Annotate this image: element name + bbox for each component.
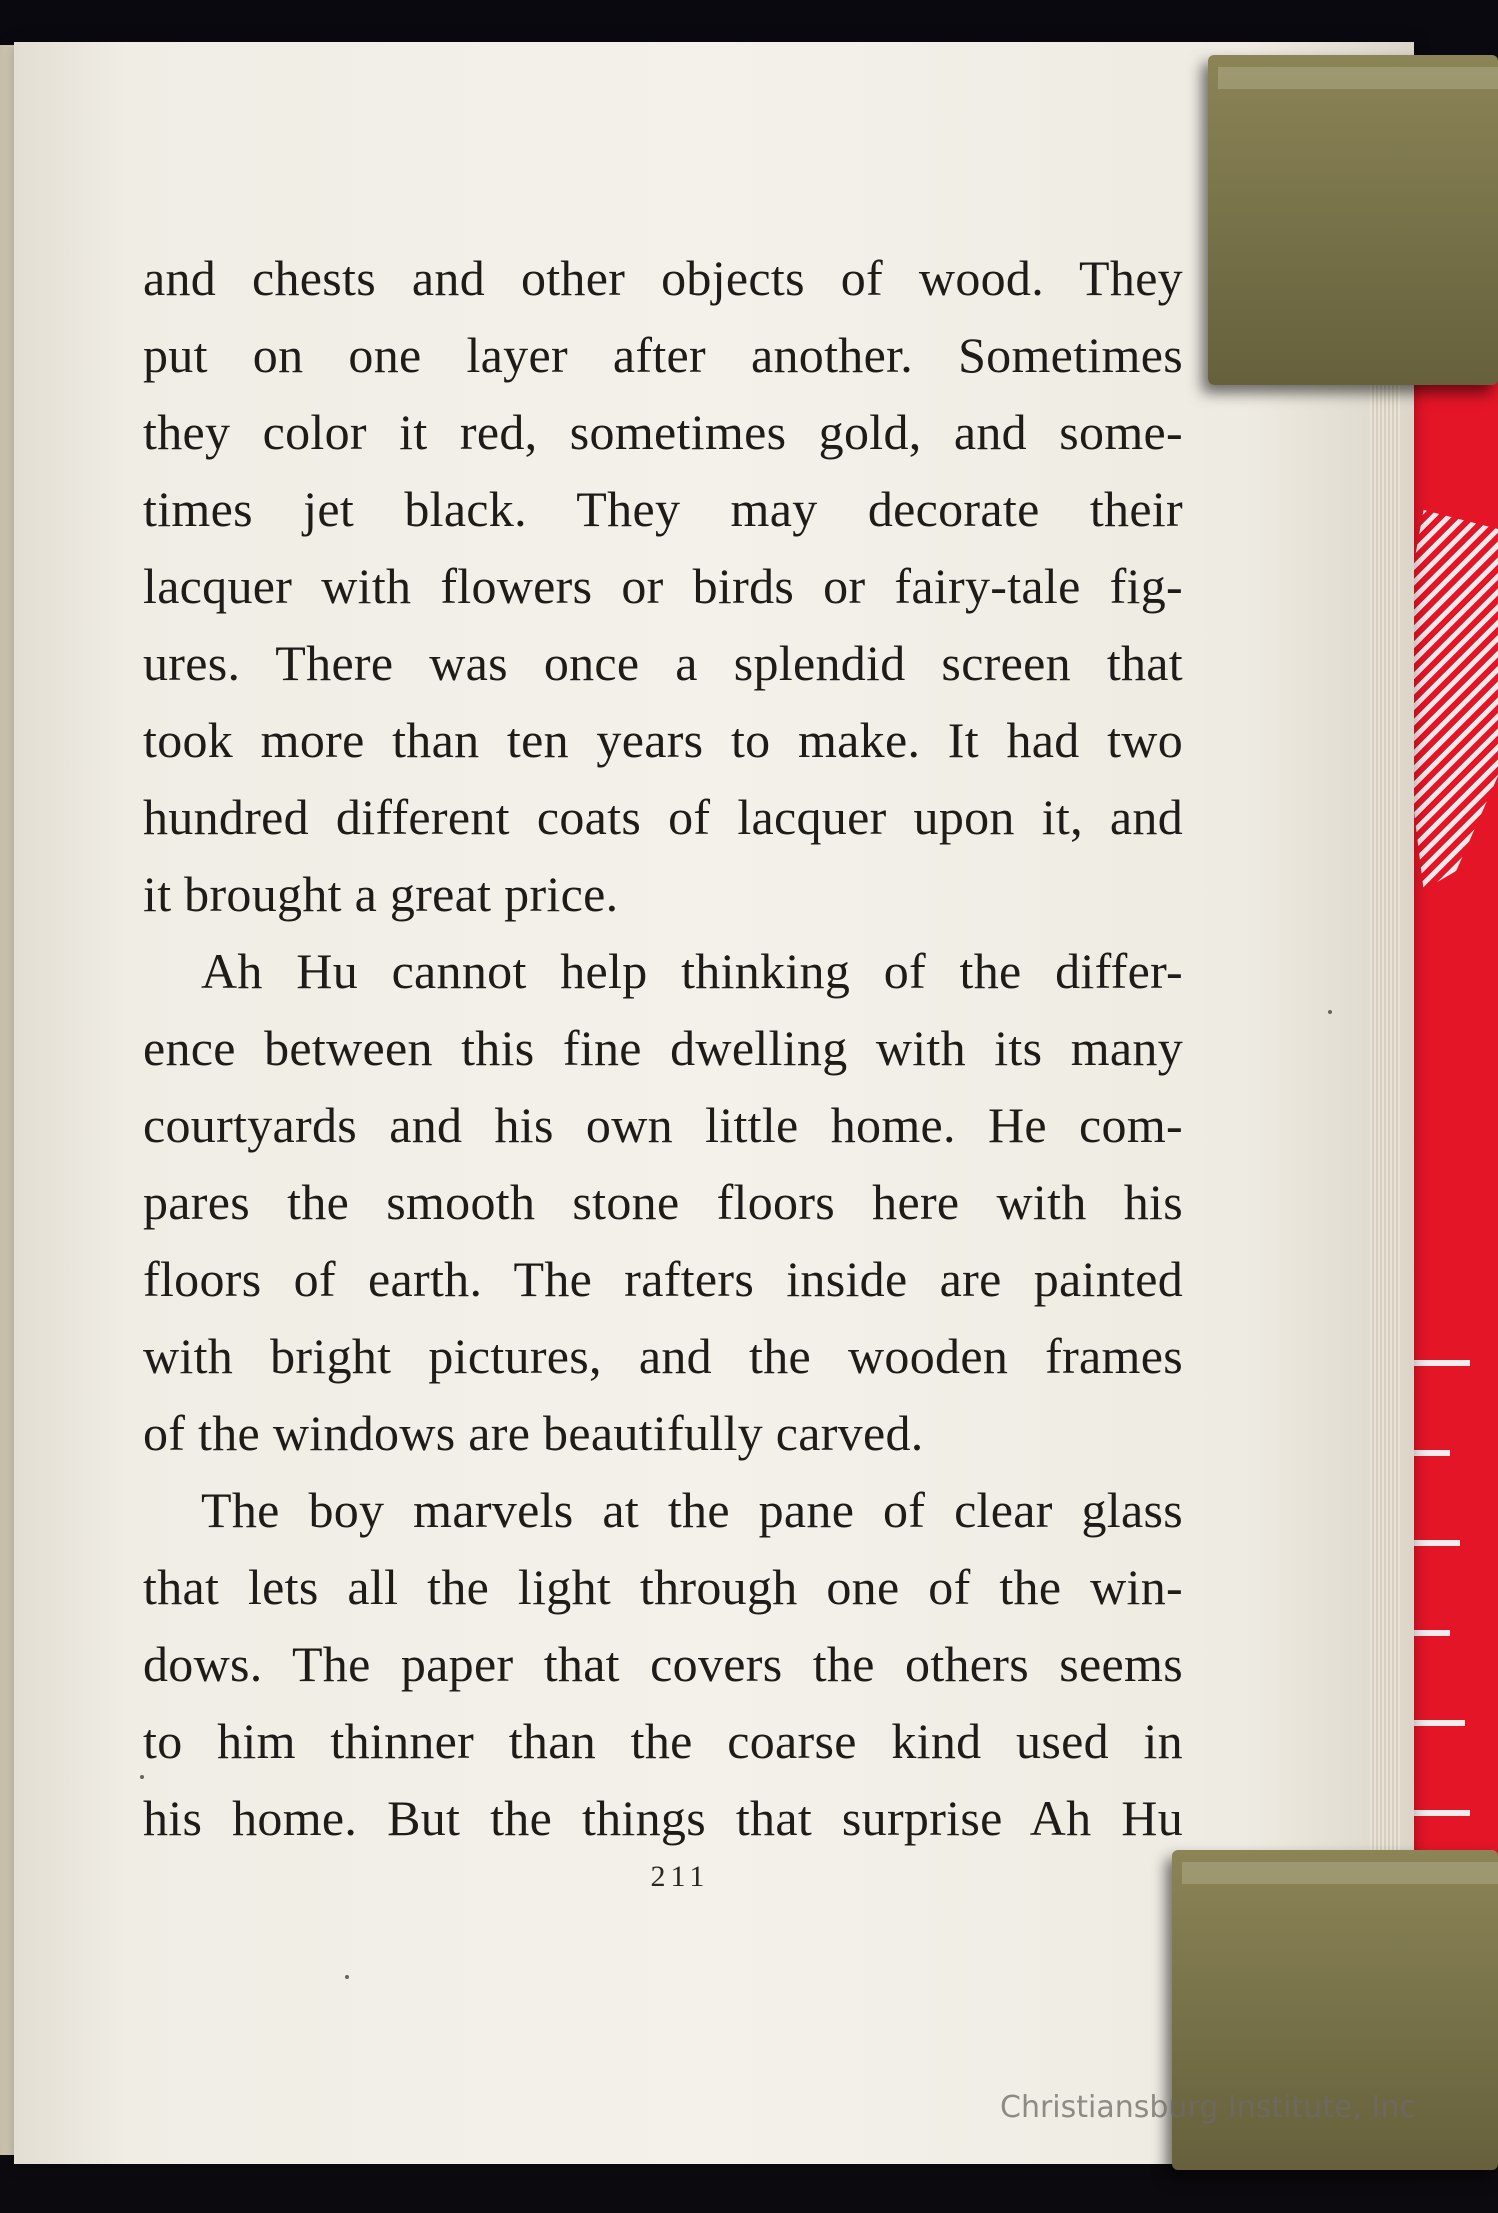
paper-speck	[140, 1775, 144, 1779]
paragraph-3	[143, 1472, 1183, 1857]
text-line: with bright pictures, and the wooden frames	[143, 1328, 1183, 1384]
paragraph-2	[143, 933, 1183, 1472]
binder-clip-top	[1208, 55, 1498, 385]
page-body-text	[143, 240, 1183, 1857]
text-line: and chests and other objects of wood. They	[143, 250, 1183, 306]
text-line: ence between this fine dwelling with its many	[143, 1020, 1183, 1076]
text-line: courtyards and his own little home. He com-	[143, 1097, 1183, 1153]
paper-speck	[1328, 1010, 1332, 1014]
text-line: to him thinner than the coarse kind used in	[143, 1713, 1183, 1769]
text-line: pares the smooth stone floors here with his	[143, 1174, 1183, 1230]
text-line: lacquer with flowers or birds or fairy-tale fig-	[143, 558, 1183, 614]
text-line: times jet black. They may decorate their	[143, 481, 1183, 537]
page-number: 211	[650, 1860, 710, 1893]
text-line: that lets all the light through one of the win-	[143, 1559, 1183, 1615]
text-line: The boy marvels at the pane of clear glass	[201, 1482, 1183, 1538]
text-line: his home. But the things that surprise Ah Hu	[143, 1790, 1183, 1846]
text-line: hundred different coats of lacquer upon it, and	[143, 789, 1183, 845]
watermark-text: Christiansburg Institute, Inc	[1000, 2090, 1416, 2125]
paper-speck	[345, 1975, 349, 1979]
text-line: took more than ten years to make. It had two	[143, 712, 1183, 768]
text-line: ures. There was once a splendid screen that	[143, 635, 1183, 691]
text-line: dows. The paper that covers the others seems	[143, 1636, 1183, 1692]
cover-ship-illustration	[1400, 1340, 1498, 1880]
text-line: they color it red, sometimes gold, and some-	[143, 404, 1183, 460]
text-line: of the windows are beautifully carved.	[143, 1405, 924, 1461]
text-line: it brought a great price.	[143, 866, 619, 922]
text-line: Ah Hu cannot help thinking of the differ-	[201, 943, 1183, 999]
text-line: put on one layer after another. Sometimes	[143, 327, 1183, 383]
page-stack-edge	[1370, 80, 1400, 2140]
text-line: floors of earth. The rafters inside are painted	[143, 1251, 1183, 1307]
paragraph-1	[143, 240, 1183, 933]
